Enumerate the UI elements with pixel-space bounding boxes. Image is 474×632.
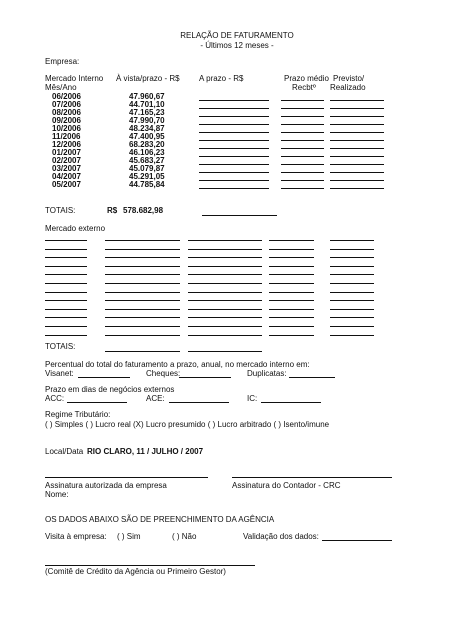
col-previsto: Previsto/ <box>333 74 365 83</box>
duplicatas-label: Duplicatas: <box>247 369 287 378</box>
internal-row-previsto-field[interactable] <box>330 124 384 125</box>
totals-external-line-1[interactable] <box>105 351 180 352</box>
internal-row-month: 07/2006 <box>52 100 81 109</box>
external-row-field-5[interactable] <box>330 300 374 301</box>
internal-row-month: 05/2007 <box>52 180 81 189</box>
internal-row-prazo-medio-field[interactable] <box>281 164 324 165</box>
col-realizado: Realizado <box>330 83 366 92</box>
internal-row-month: 03/2007 <box>52 164 81 173</box>
internal-row-prazo-medio-field[interactable] <box>281 148 324 149</box>
internal-row-value: 68.283,20 <box>129 140 165 149</box>
totals-a-prazo-line[interactable] <box>202 215 277 216</box>
internal-row-value: 45.291,05 <box>129 172 165 181</box>
prazo-text: Prazo em dias de negócios externos <box>45 385 175 394</box>
external-row-field-1[interactable] <box>45 274 87 275</box>
external-row-field-4[interactable] <box>269 335 314 336</box>
internal-row-month: 02/2007 <box>52 156 81 165</box>
external-row-field-5[interactable] <box>330 326 374 327</box>
local-data-label: Local/Data <box>45 447 84 456</box>
external-row-field-2[interactable] <box>105 309 180 310</box>
external-row-field-4[interactable] <box>269 274 314 275</box>
external-row-field-2[interactable] <box>105 249 180 250</box>
internal-row-prazo-medio-field[interactable] <box>281 116 324 117</box>
external-row-field-3[interactable] <box>188 257 262 258</box>
ic-label: IC: <box>247 394 258 403</box>
internal-row-a-prazo-field[interactable] <box>199 188 269 189</box>
empresa-label: Empresa: <box>45 57 80 66</box>
col-prazo-medio: Prazo médio <box>284 74 329 83</box>
external-row-field-3[interactable] <box>188 335 262 336</box>
external-row-field-5[interactable] <box>330 257 374 258</box>
acc-field[interactable] <box>67 402 127 403</box>
external-row-field-4[interactable] <box>269 257 314 258</box>
external-row-field-1[interactable] <box>45 283 87 284</box>
internal-row-value: 45.683,27 <box>129 156 165 165</box>
internal-row-a-prazo-field[interactable] <box>199 108 269 109</box>
internal-row-month: 09/2006 <box>52 116 81 125</box>
validacao-field[interactable] <box>322 540 392 541</box>
internal-row-prazo-medio-field[interactable] <box>281 180 324 181</box>
internal-row-previsto-field[interactable] <box>330 180 384 181</box>
external-row-field-4[interactable] <box>269 249 314 250</box>
external-row-field-1[interactable] <box>45 309 87 310</box>
ace-field[interactable] <box>169 402 229 403</box>
internal-row-a-prazo-field[interactable] <box>199 164 269 165</box>
signature-empresa-line[interactable] <box>45 477 208 478</box>
signature-contador-label: Assinatura do Contador - CRC <box>232 481 341 490</box>
ic-field[interactable] <box>261 402 321 403</box>
external-row-field-2[interactable] <box>105 317 180 318</box>
col-mercado-interno: Mercado Interno <box>45 74 104 83</box>
internal-row-value: 44.701,10 <box>129 100 165 109</box>
internal-row-previsto-field[interactable] <box>330 132 384 133</box>
col-a-vista: À vista/prazo - R$ <box>116 74 180 83</box>
internal-row-value: 45.079,87 <box>129 164 165 173</box>
visita-nao[interactable]: ( ) Não <box>172 532 197 541</box>
ace-label: ACE: <box>146 394 165 403</box>
external-row-field-4[interactable] <box>269 266 314 267</box>
cheques-label: Cheques: <box>146 369 181 378</box>
external-row-field-1[interactable] <box>45 300 87 301</box>
col-a-prazo: A prazo - R$ <box>199 74 244 83</box>
internal-row-month: 06/2006 <box>52 92 81 101</box>
external-row-field-3[interactable] <box>188 266 262 267</box>
totals-value: 578.682,98 <box>123 206 164 215</box>
external-row-field-5[interactable] <box>330 249 374 250</box>
external-row-field-1[interactable] <box>45 335 87 336</box>
external-row-field-4[interactable] <box>269 240 314 241</box>
external-row-field-2[interactable] <box>105 335 180 336</box>
totals-external-line-2[interactable] <box>188 351 262 352</box>
external-row-field-5[interactable] <box>330 240 374 241</box>
external-row-field-3[interactable] <box>188 317 262 318</box>
totals-label-internal: TOTAIS: <box>45 206 76 215</box>
internal-row-value: 46.106,23 <box>129 148 165 157</box>
internal-row-prazo-medio-field[interactable] <box>281 132 324 133</box>
page-subtitle: - Últimos 12 meses - <box>200 41 274 50</box>
internal-row-a-prazo-field[interactable] <box>199 172 269 173</box>
internal-row-value: 48.234,87 <box>129 124 165 133</box>
internal-row-previsto-field[interactable] <box>330 140 384 141</box>
external-row-field-5[interactable] <box>330 317 374 318</box>
internal-row-prazo-medio-field[interactable] <box>281 156 324 157</box>
external-row-field-5[interactable] <box>330 283 374 284</box>
visanet-label: Visanet: <box>45 369 74 378</box>
external-row-field-5[interactable] <box>330 292 374 293</box>
comite-line[interactable] <box>45 565 255 566</box>
cheques-field[interactable] <box>179 377 231 378</box>
external-row-field-3[interactable] <box>188 326 262 327</box>
internal-row-previsto-field[interactable] <box>330 116 384 117</box>
internal-row-value: 47.960,67 <box>129 92 165 101</box>
external-row-field-2[interactable] <box>105 300 180 301</box>
external-row-field-3[interactable] <box>188 249 262 250</box>
regime-options[interactable]: ( ) Simples ( ) Lucro real (X) Lucro presumido ( ) Lucro arbitrado ( ) Isento/imune <box>45 420 330 429</box>
internal-row-previsto-field[interactable] <box>330 100 384 101</box>
comite-label: (Comitê de Crédito da Agência ou Primeiro Gestor) <box>45 567 226 576</box>
external-row-field-5[interactable] <box>330 335 374 336</box>
col-recbt: Recbtº <box>292 83 316 92</box>
local-data-value: RIO CLARO, 11 / JULHO / 2007 <box>87 447 204 456</box>
external-row-field-2[interactable] <box>105 326 180 327</box>
external-row-field-1[interactable] <box>45 326 87 327</box>
internal-row-prazo-medio-field[interactable] <box>281 172 324 173</box>
internal-row-value: 44.785,84 <box>129 180 165 189</box>
internal-row-previsto-field[interactable] <box>330 164 384 165</box>
external-row-field-1[interactable] <box>45 266 87 267</box>
internal-row-value: 47.990,70 <box>129 116 165 125</box>
external-row-field-1[interactable] <box>45 317 87 318</box>
internal-row-prazo-medio-field[interactable] <box>281 100 324 101</box>
col-mes-ano: Mês/Ano <box>45 83 77 92</box>
mercado-externo-label: Mercado externo <box>45 224 106 233</box>
external-row-field-3[interactable] <box>188 274 262 275</box>
internal-row-a-prazo-field[interactable] <box>199 180 269 181</box>
external-row-field-2[interactable] <box>105 257 180 258</box>
external-row-field-4[interactable] <box>269 292 314 293</box>
internal-row-month: 04/2007 <box>52 172 81 181</box>
percentual-text: Percentual do total do faturamento a prazo, anual, no mercado interno em: <box>45 360 310 369</box>
internal-row-month: 12/2006 <box>52 140 81 149</box>
page-title: RELAÇÃO DE FATURAMENTO <box>180 31 294 40</box>
external-row-field-2[interactable] <box>105 274 180 275</box>
internal-row-value: 47.400,95 <box>129 132 165 141</box>
internal-row-previsto-field[interactable] <box>330 148 384 149</box>
external-row-field-4[interactable] <box>269 283 314 284</box>
external-row-field-5[interactable] <box>330 266 374 267</box>
external-row-field-5[interactable] <box>330 274 374 275</box>
internal-row-a-prazo-field[interactable] <box>199 100 269 101</box>
totals-label-external: TOTAIS: <box>45 342 76 351</box>
external-row-field-2[interactable] <box>105 292 180 293</box>
external-row-field-3[interactable] <box>188 292 262 293</box>
internal-row-value: 47.165,23 <box>129 108 165 117</box>
internal-row-previsto-field[interactable] <box>330 108 384 109</box>
internal-row-a-prazo-field[interactable] <box>199 140 269 141</box>
internal-row-a-prazo-field[interactable] <box>199 132 269 133</box>
duplicatas-field[interactable] <box>289 377 335 378</box>
internal-row-prazo-medio-field[interactable] <box>281 124 324 125</box>
external-row-field-3[interactable] <box>188 309 262 310</box>
internal-row-month: 11/2006 <box>52 132 81 141</box>
nome-label: Nome: <box>45 490 69 499</box>
visita-label: Visita à empresa: <box>45 532 107 541</box>
internal-row-a-prazo-field[interactable] <box>199 116 269 117</box>
external-row-field-3[interactable] <box>188 283 262 284</box>
visanet-field[interactable] <box>78 377 130 378</box>
external-row-field-4[interactable] <box>269 326 314 327</box>
external-row-field-4[interactable] <box>269 300 314 301</box>
regime-title: Regime Tributário: <box>45 410 111 419</box>
external-row-field-2[interactable] <box>105 283 180 284</box>
internal-row-a-prazo-field[interactable] <box>199 156 269 157</box>
external-row-field-4[interactable] <box>269 309 314 310</box>
internal-row-prazo-medio-field[interactable] <box>281 140 324 141</box>
internal-row-previsto-field[interactable] <box>330 172 384 173</box>
external-row-field-5[interactable] <box>330 309 374 310</box>
internal-row-a-prazo-field[interactable] <box>199 124 269 125</box>
signature-contador-line[interactable] <box>232 477 392 478</box>
internal-row-month: 01/2007 <box>52 148 81 157</box>
internal-row-previsto-field[interactable] <box>330 188 384 189</box>
agencia-title: OS DADOS ABAIXO SÃO DE PREENCHIMENTO DA AGÊNCIA <box>45 515 275 524</box>
acc-label: ACC: <box>45 394 65 403</box>
signature-empresa-label: Assinatura autorizada da empresa <box>45 481 167 490</box>
validacao-label: Validação dos dados: <box>243 532 319 541</box>
visita-sim[interactable]: ( ) Sim <box>117 532 141 541</box>
external-row-field-4[interactable] <box>269 317 314 318</box>
internal-row-month: 08/2006 <box>52 108 81 117</box>
external-row-field-1[interactable] <box>45 257 87 258</box>
external-row-field-3[interactable] <box>188 300 262 301</box>
external-row-field-1[interactable] <box>45 292 87 293</box>
external-row-field-2[interactable] <box>105 240 180 241</box>
internal-row-prazo-medio-field[interactable] <box>281 188 324 189</box>
internal-row-previsto-field[interactable] <box>330 156 384 157</box>
external-row-field-1[interactable] <box>45 249 87 250</box>
internal-row-month: 10/2006 <box>52 124 81 133</box>
external-row-field-1[interactable] <box>45 240 87 241</box>
external-row-field-3[interactable] <box>188 240 262 241</box>
external-row-field-2[interactable] <box>105 266 180 267</box>
internal-row-a-prazo-field[interactable] <box>199 148 269 149</box>
internal-row-prazo-medio-field[interactable] <box>281 108 324 109</box>
totals-currency: R$ <box>107 206 118 215</box>
